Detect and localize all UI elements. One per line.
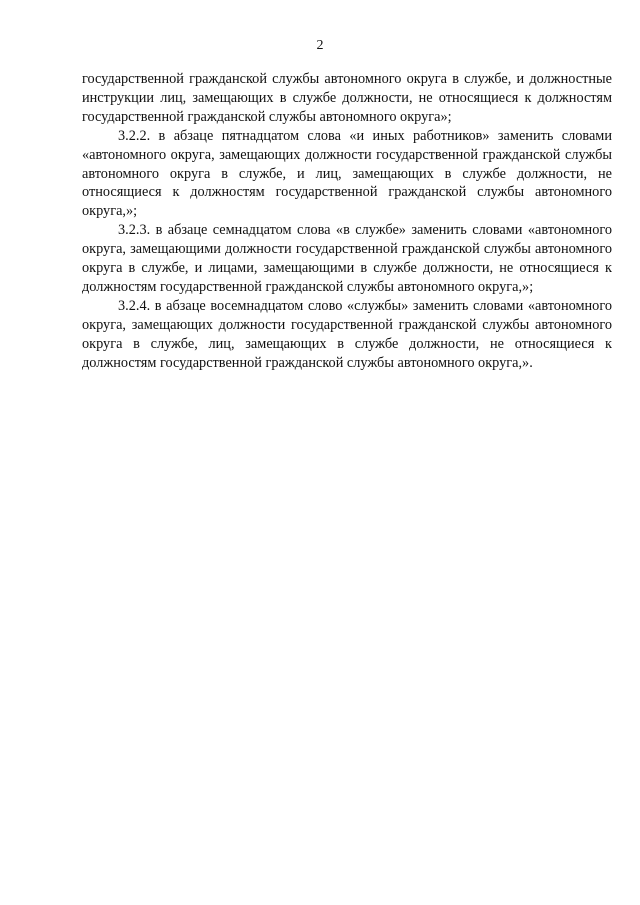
paragraph-continuation: государственной гражданской службы автономного округа в службе, и должностные инструкции лиц, замещающих в службе должности, не относящиеся к должностям государственной гражданской службы автономного округа»; — [82, 71, 612, 125]
paragraph-3-2-3: 3.2.3. в абзаце семнадцатом слова «в службе» заменить словами «автономного округа, замещающими должности государственной гражданской службы автономного округа в службе, и лицами, замещающими в службе должности, не относящиеся к должностям государственной гражданской службы автономного округа,»; — [82, 222, 612, 295]
document-body — [82, 70, 612, 373]
paragraph-3-2-4: 3.2.4. в абзаце восемнадцатом слово «службы» заменить словами «автономного округа, замещающих должности государственной гражданской службы автономного округа в службе, лиц, замещающих в службе должности, не относящиеся к должностям государственной гражданской службы автономного округа,». — [82, 297, 612, 371]
page-number: 2 — [316, 38, 324, 53]
paragraph-3-2-2: 3.2.2. в абзаце пятнадцатом слова «и иных работников» заменить словами «автономного округа, замещающих должности государственной гражданской службы автономного округа в службе, и лиц, замещающих в службе должности, не относящиеся к должностям государственной гражданской службы автономного округа,»; — [82, 127, 612, 220]
